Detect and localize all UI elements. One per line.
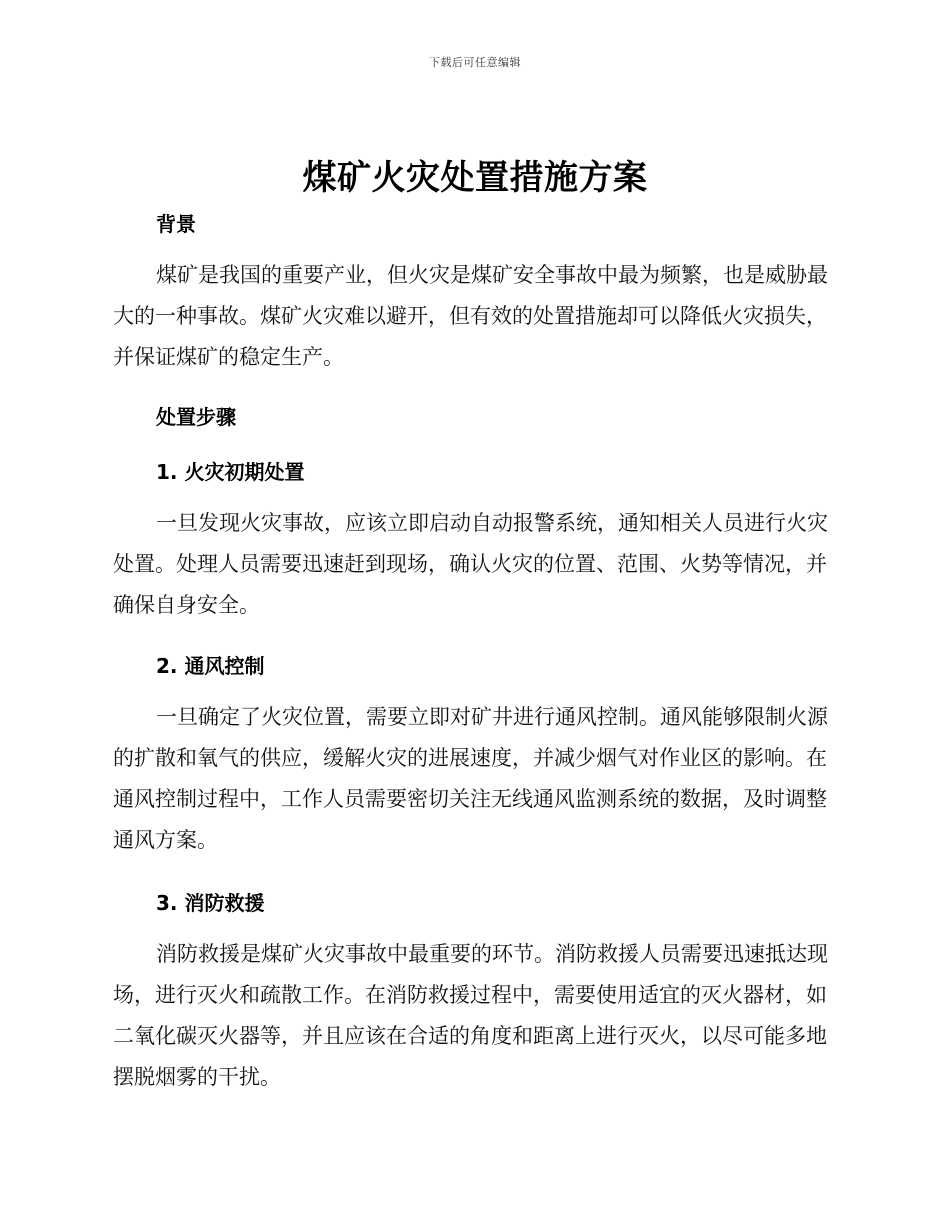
paragraph-ventilation-control: 一旦确定了火灾位置，需要立即对矿井进行通风控制。通风能够限制火源的扩散和氧气的供应，缓解火灾的进展速度，并减少烟气对作业区的影响。在通风控制过程中，工作人员需要密切关注无线通风监测系统的数据，及时调整通风方案。 <box>113 705 828 852</box>
section-heading-fire-rescue: 3. 消防救援 <box>156 891 265 915</box>
paragraph-fire-rescue: 消防救援是煤矿火灾事故中最重要的环节。消防救援人员需要迅速抵达现场，进行灭火和疏散工作。在消防救援过程中，需要使用适宜的灭火器材，如二氧化碳灭火器等，并且应该在合适的角度和距离上进行灭火，以尽可能多地摆脱烟雾的干扰。 <box>113 942 828 1089</box>
header-note: 下载后可任意编辑 <box>429 56 521 69</box>
section-heading-steps: 处置步骤 <box>156 405 236 429</box>
paragraph-initial-response: 一旦发现火灾事故，应该立即启动自动报警系统，通知相关人员进行火灾处置。处理人员需要迅速赶到现场，确认火灾的位置、范围、火势等情况，并确保自身安全。 <box>113 511 828 617</box>
section-heading-background: 背景 <box>156 212 196 236</box>
paragraph-background: 煤矿是我国的重要产业，但火灾是煤矿安全事故中最为频繁，也是威胁最大的一种事故。煤矿火灾难以避开，但有效的处置措施却可以降低火灾损失，并保证煤矿的稳定生产。 <box>113 263 828 369</box>
section-heading-ventilation-control: 2. 通风控制 <box>156 654 265 678</box>
section-heading-initial-response: 1. 火灾初期处置 <box>156 460 305 484</box>
document-title: 煤矿火灾处置措施方案 <box>302 158 648 198</box>
